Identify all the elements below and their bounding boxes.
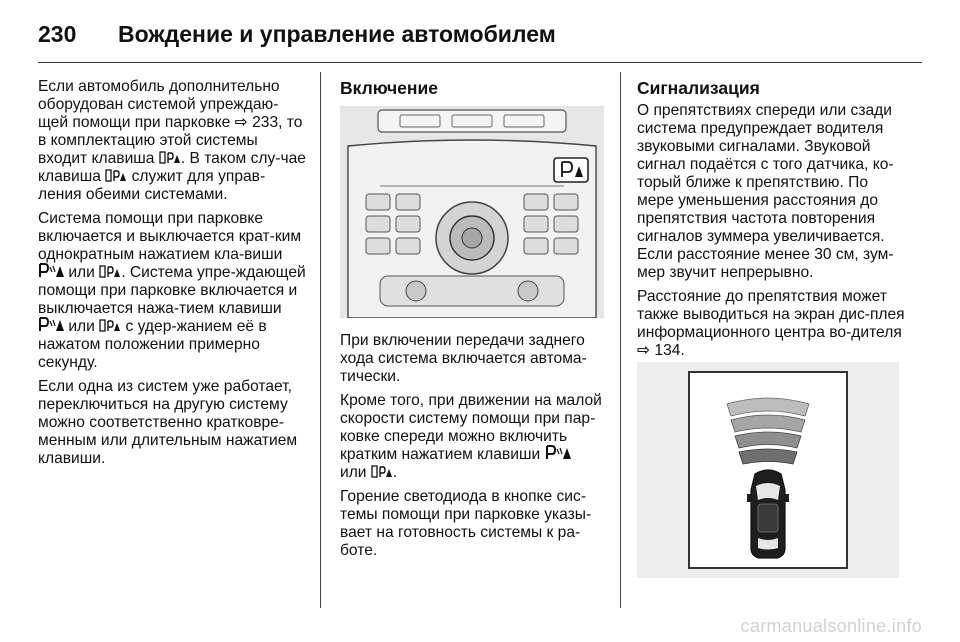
col2-paragraph-3: Горение светодиода в кнопке сис-темы помощи при парковке указы-вает на готовность системы к ра-боте. [340,488,592,559]
text: или [64,318,100,335]
text: . [392,464,398,481]
page-header [38,14,556,54]
center-console-drawing [340,106,604,318]
watermark: carmanualsonline.info [740,616,922,636]
col3-paragraph-2 [637,288,905,360]
parking-sensor-small-icon [99,264,121,278]
column-3 [637,78,905,366]
text: с удер-жанием её в нажатом положении примерно секунду. [38,318,267,371]
distance-display-drawing [637,362,899,578]
page-reference[interactable]: 233 [252,114,279,131]
text: Система помощи при парковке включается и выключается крат-ким однократным нажатием кла-виши [38,210,302,263]
text: . Система упре-ждающей помощи при парковке включается и выключается нажа-тием клавиши [38,264,306,317]
car-top-view-icon [747,470,789,558]
column-divider-2 [620,72,621,608]
parking-sensor-small-icon [99,318,121,332]
parking-assist-key-icon [38,264,64,278]
parking-assist-key-icon [38,318,64,332]
page-number: 230 [38,20,77,47]
section-heading-signaling: Сигнализация [637,78,760,98]
col1-paragraph-2 [38,210,306,372]
text: Расстояние до препятствия может также выводиться на экран дис-плея информационного центра во-дителя [637,288,905,341]
parking-sensor-small-icon [371,464,393,478]
text: , то в комплектацию этой системы входит клавиша [38,114,303,167]
text: или [340,464,371,481]
col3-paragraph-1: О препятствиях спереди или сзади система предупреждает водителя звуковыми сигналами. Звуковой сигнал подаётся с того датчика, ко-торый ближе к препятствию. По мере уменьшения расстояния до препятствия частота повторения сигналов зуммера увеличивается. Если расстояние менее 30 см, зум-мер звучит непрерывно. [637,102,894,281]
parking-sensor-small-icon [105,168,127,182]
col2-paragraph-2 [340,392,606,482]
header-rule [38,62,922,63]
text: или [64,264,100,281]
text: . В таком слу-чае клавиша [38,150,306,185]
page-reference-arrow-icon: ⇨ [234,114,248,131]
col1-paragraph-1 [38,78,306,204]
col1-paragraph-3: Если одна из систем уже работает, переключиться на другую систему можно соответственно кратковре-менным или длительным нажатием клавиши. [38,378,298,467]
center-console-illustration [340,106,604,318]
distance-display-illustration [637,362,899,578]
page-title: Вождение и управление автомобилем [118,20,556,47]
text: служит для управ-ления обеими системами. [38,168,266,203]
col2-paragraph-1: При включении передачи заднего хода система включается автома-тически. [340,332,587,385]
page-reference-arrow-icon: ⇨ [637,342,651,359]
text: Если автомобиль дополнительно оборудован системой упреждаю-щей помощи при парковке [38,78,280,131]
parking-assist-key-icon [545,446,571,460]
column-divider-1 [320,72,321,608]
section-heading-activation: Включение [340,78,438,98]
column-1 [38,78,306,474]
column-2-text [340,332,606,566]
column-2 [340,78,606,102]
page-reference[interactable]: 134 [654,342,681,359]
text: Кроме того, при движении на малой скорости систему помощи при пар-ковке спереди можно включить кратким нажатием клавиши [340,392,602,463]
parking-sensor-small-icon [159,150,181,164]
text: . [680,342,685,359]
